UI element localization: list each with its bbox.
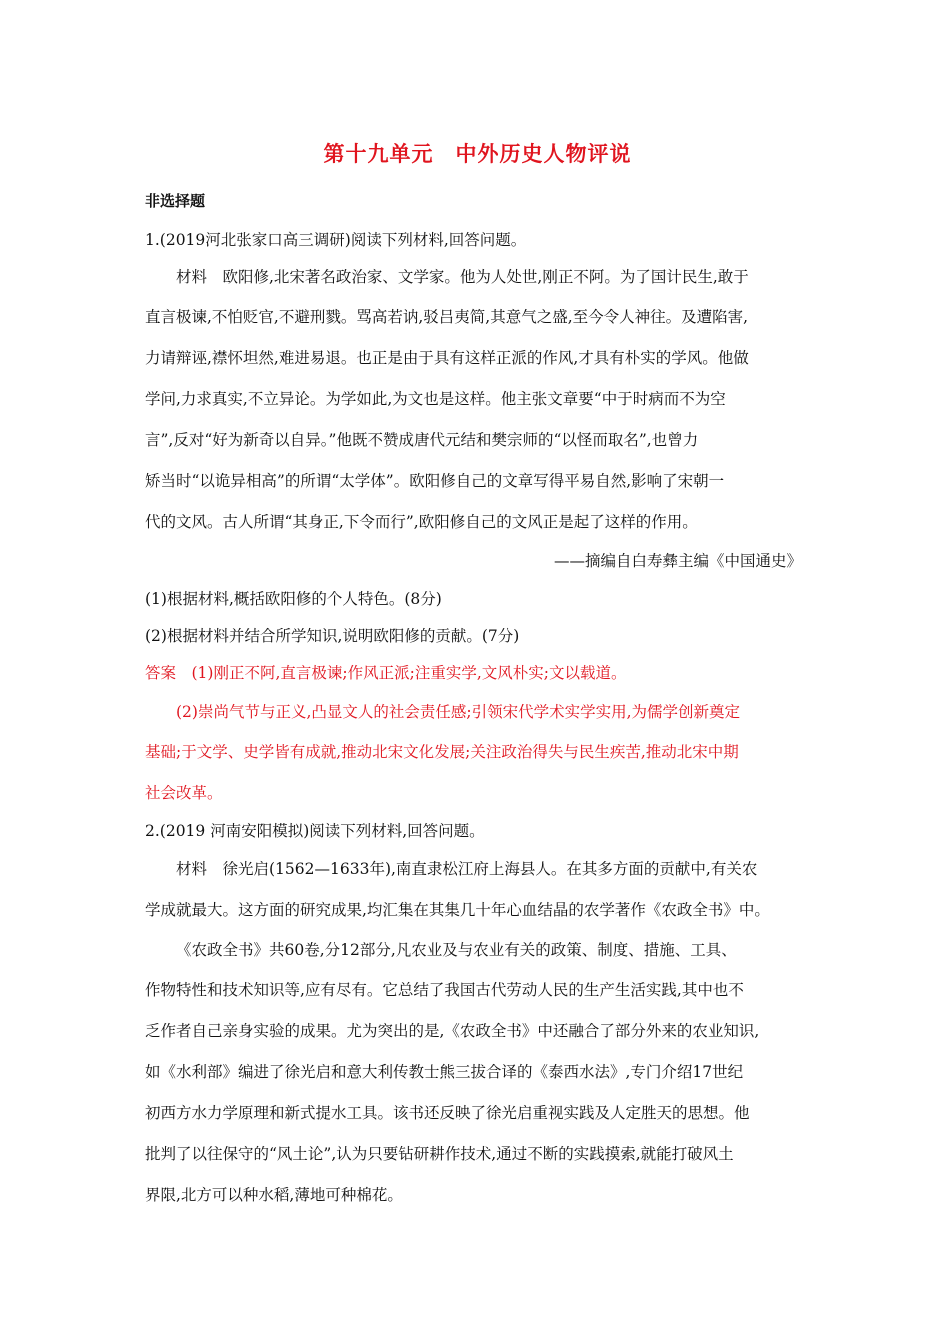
q2-material-line: 乏作者自己亲身实验的成果。尤为突出的是,《农政全书》中还融合了部分外来的农业知识, (145, 1022, 760, 1040)
q2-material-line: 作物特性和技术知识等,应有尽有。它总结了我国古代劳动人民的生产生活实践,其中也不 (145, 981, 744, 999)
q2-material-line: 界限,北方可以种水稻,薄地可种棉花。 (145, 1186, 403, 1204)
q1-material-line: 代的文风。古人所谓“其身正,下令而行”,欧阳修自己的文风正是起了这样的作用。 (145, 513, 698, 531)
q2-material-line: 批判了以往保守的“风土论”,认为只要钻研耕作技术,通过不断的实践摸索,就能打破风土 (145, 1145, 734, 1163)
q1-material-line: 直言极谏,不怕贬官,不避刑戮。骂高若讷,驳吕夷简,其意气之盛,至今令人神往。及遭陷害, (145, 308, 749, 326)
q2-material-line: 《农政全书》共60卷,分12部分,凡农业及与农业有关的政策、制度、措施、工具、 (176, 941, 737, 959)
q1-material-line: 学问,力求真实,不立异论。为学如此,为文也是这样。他主张文章要“中于时病而不为空 (145, 390, 726, 408)
q1-material-line: 材料 欧阳修,北宋著名政治家、文学家。他为人处世,刚正不阿。为了国计民生,敢于 (176, 268, 749, 286)
q2-stem: 2.(2019 河南安阳模拟)阅读下列材料,回答问题。 (145, 822, 485, 840)
q2-material-line: 材料 徐光启(1562—1633年),南直隶松江府上海县人。在其多方面的贡献中,有关农 (176, 860, 758, 878)
q1-answer-2-line: 社会改革。 (145, 784, 223, 802)
unit-title: 第十九单元 中外历史人物评说 (323, 142, 632, 166)
q1-answer-1: 答案 (1)刚正不阿,直言极谏;作风正派;注重实学,文风朴实;文以载道。 (145, 664, 627, 682)
q1-sub-question-1: (1)根据材料,概括欧阳修的个人特色。(8分) (145, 590, 442, 608)
q1-stem: 1.(2019河北张家口高三调研)阅读下列材料,回答问题。 (145, 231, 527, 249)
section-heading: 非选择题 (145, 192, 206, 210)
q1-material-line: 力请辩诬,襟怀坦然,难进易退。也正是由于具有这样正派的作风,才具有朴实的学风。他做 (145, 349, 749, 367)
q1-answer-2-line: 基础;于文学、史学皆有成就,推动北宋文化发展;关注政治得失与民生疾苦,推动北宋中期 (145, 743, 739, 761)
q1-source: ——摘编自白寿彝主编《中国通史》 (553, 552, 802, 570)
q2-material-line: 学成就最大。这方面的研究成果,均汇集在其集几十年心血结晶的农学著作《农政全书》中。 (145, 901, 770, 919)
q2-material-line: 初西方水力学原理和新式提水工具。该书还反映了徐光启重视实践及人定胜天的思想。他 (145, 1104, 750, 1122)
q1-answer-2-line: (2)崇尚气节与正义,凸显文人的社会责任感;引领宋代学术实学实用,为儒学创新奠定 (176, 703, 741, 721)
q2-material-line: 如《水利部》编进了徐光启和意大利传教士熊三拔合译的《泰西水法》,专门介绍17世纪 (145, 1063, 744, 1081)
q1-sub-question-2: (2)根据材料并结合所学知识,说明欧阳修的贡献。(7分) (145, 627, 520, 645)
q1-material-line: 言”,反对“好为新奇以自异。”他既不赞成唐代元结和樊宗师的“以怪而取名”,也曾力 (145, 431, 699, 449)
q1-material-line: 矫当时“以诡异相高”的所谓“太学体”。欧阳修自己的文章写得平易自然,影响了宋朝一 (145, 472, 725, 490)
